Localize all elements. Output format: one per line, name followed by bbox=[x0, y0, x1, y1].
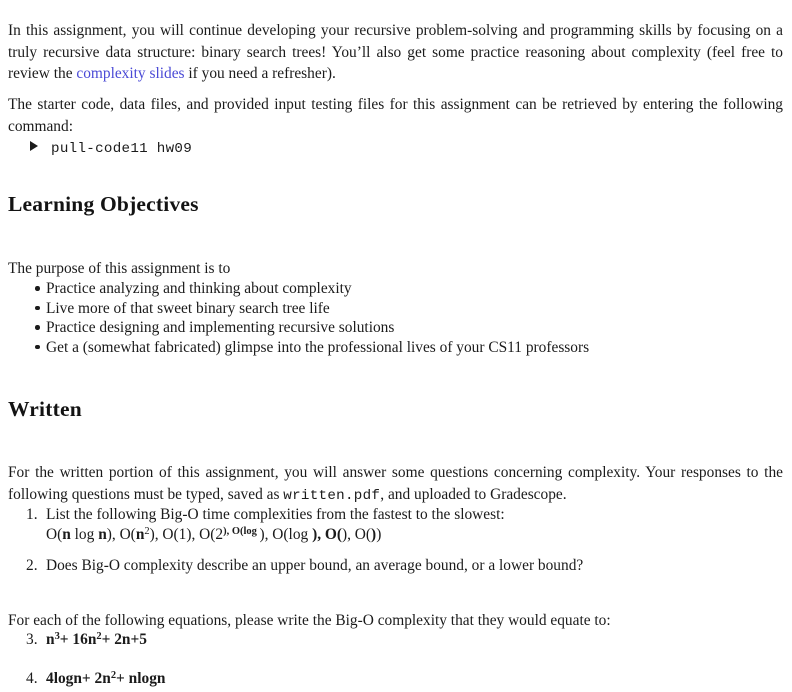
heading-learning-objectives: Learning Objectives bbox=[8, 192, 199, 216]
equation-base: n bbox=[102, 670, 111, 687]
written-pdf-filename: written.pdf bbox=[283, 487, 381, 504]
purpose-paragraph: The purpose of this assignment is to bbox=[8, 260, 231, 278]
intro-paragraph bbox=[8, 20, 783, 85]
bullet-icon bbox=[35, 345, 40, 350]
list-item bbox=[0, 669, 165, 689]
equation-mid: + 16 bbox=[59, 631, 88, 648]
written-questions-list-top bbox=[0, 505, 583, 576]
pull-code-command-text: pull-code11 hw09 bbox=[51, 141, 193, 157]
written-paragraph bbox=[8, 462, 783, 507]
list-item bbox=[0, 505, 583, 545]
question-number: 1. bbox=[26, 506, 38, 523]
equation-base: n bbox=[46, 631, 55, 648]
written-text-part2: , and uploaded to Gradescope. bbox=[380, 485, 567, 503]
list-item bbox=[0, 279, 589, 299]
bullet-icon bbox=[35, 325, 40, 330]
equation-exponent: 2 bbox=[96, 630, 102, 642]
complexity-var: ) bbox=[371, 526, 377, 543]
triangle-right-icon bbox=[30, 141, 38, 151]
equation-exponent: 3 bbox=[54, 630, 60, 642]
complexity-var: n bbox=[98, 526, 107, 543]
list-item bbox=[0, 318, 589, 338]
bullet-icon bbox=[35, 286, 40, 291]
list-item bbox=[0, 299, 589, 319]
objective-label: Live more of that sweet binary search tree life bbox=[46, 299, 330, 317]
question-number: 3. bbox=[26, 631, 38, 648]
equation-tail: + 2n+5 bbox=[101, 631, 147, 648]
complexity-var: ), O( bbox=[312, 526, 342, 543]
question-text: Does Big-O complexity describe an upper bound, an average bound, or a lower bound? bbox=[46, 556, 584, 574]
heading-written: Written bbox=[8, 397, 82, 421]
question-complexity-list: O(n log n), $O(n^2)$, O(1), $O(2^{), O(log}$ ), O(log ), O(), O()) bbox=[46, 525, 382, 543]
question-number: 2. bbox=[26, 556, 38, 574]
complexity-var: n bbox=[62, 526, 71, 543]
list-item bbox=[0, 556, 583, 576]
complexity-log: log bbox=[70, 526, 99, 543]
intro-text-part2: if you need a refresher). bbox=[184, 65, 336, 83]
question-text: List the following Big-O time complexities from the fastest to the slowest: bbox=[46, 506, 505, 523]
equation-tail: + nlogn bbox=[116, 670, 166, 687]
complexity-var: n bbox=[135, 526, 145, 543]
learning-objectives-list bbox=[0, 279, 589, 357]
bullet-icon bbox=[35, 306, 40, 311]
objective-label: Practice analyzing and thinking about complexity bbox=[46, 280, 352, 297]
complexity-slides-link[interactable]: complexity slides bbox=[76, 65, 185, 83]
question-number: 4. bbox=[26, 670, 38, 687]
objective-label: Practice designing and implementing recursive solutions bbox=[46, 319, 395, 337]
written-text-part1: For the written portion of this assignment, you will answer some questions concerning complexity. Your responses to the following questions must be typed, saved as bbox=[8, 464, 783, 503]
equation-exponent: 2 bbox=[110, 669, 117, 681]
pull-code-command bbox=[30, 138, 192, 159]
complexity-exponent: ), O(log bbox=[223, 525, 260, 537]
starter-code-paragraph: The starter code, data files, and provided input testing files for this assignment can be retrieved by entering the following command: bbox=[8, 96, 783, 135]
written-questions-list-bottom bbox=[0, 630, 165, 689]
intro-text-part1: In this assignment, you will continue developing your recursive problem-solving and programming skills by focusing on a truly recursive data structure: binary search trees! You’ll also get some practice reasoning about complexity (feel free to review the bbox=[8, 22, 783, 83]
list-item bbox=[0, 338, 589, 358]
complexity-exponent: 2 bbox=[144, 525, 150, 537]
list-item bbox=[0, 630, 165, 650]
equation-base: n bbox=[87, 631, 97, 648]
for-each-equations-paragraph: For each of the following equations, please write the Big-O complexity that they would equate to: bbox=[8, 612, 611, 630]
objective-label: Get a (somewhat fabricated) glimpse into the professional lives of your CS11 professors bbox=[46, 338, 590, 356]
equation-lead: 4logn+ 2 bbox=[46, 670, 103, 687]
